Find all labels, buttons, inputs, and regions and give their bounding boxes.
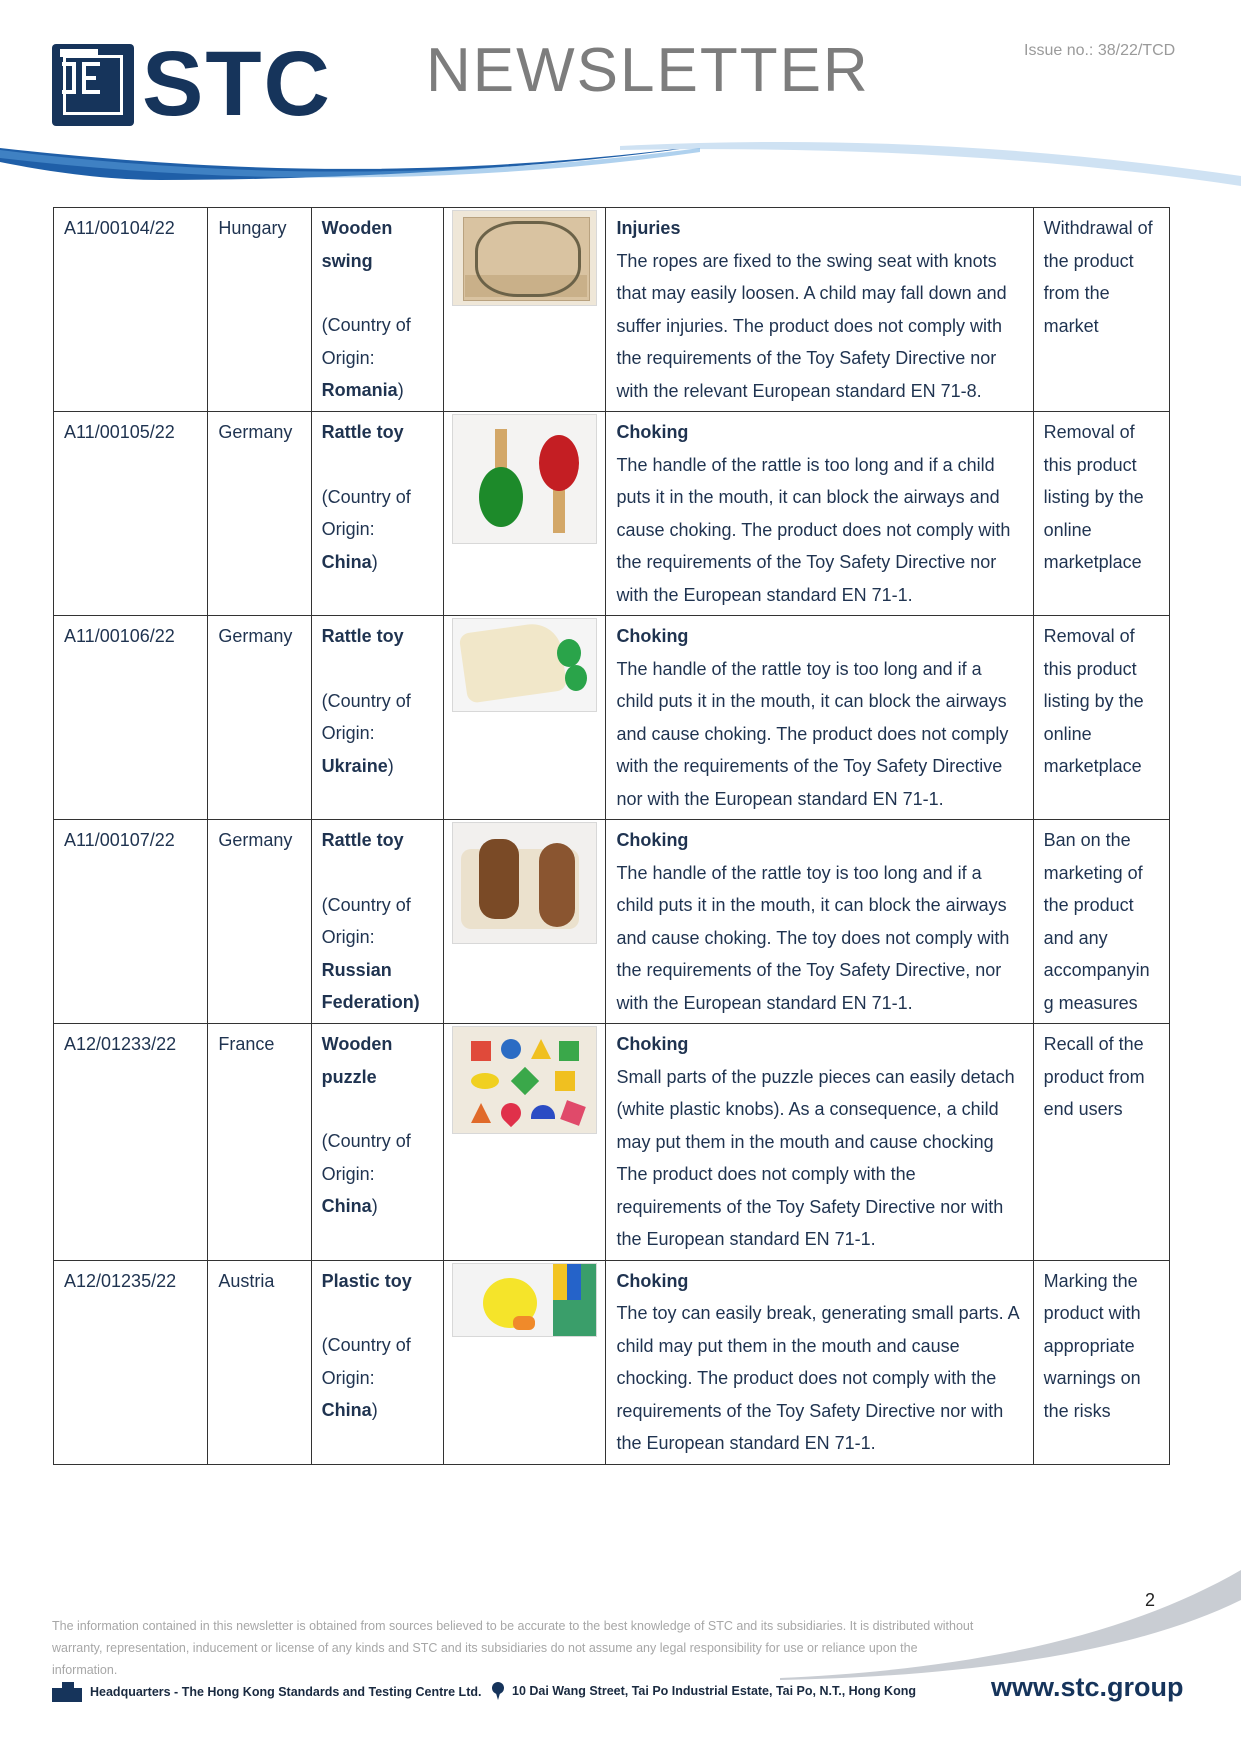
risk-cell xyxy=(606,412,1033,616)
origin-close: ) xyxy=(371,1400,378,1420)
page-number: 2 xyxy=(1145,1590,1156,1610)
measure-cell: Removal of this product listing by the online marketplace xyxy=(1033,616,1169,820)
risk-type: Choking xyxy=(616,1034,689,1054)
measure-cell: Withdrawal of the product from the market xyxy=(1033,208,1169,412)
stc-logo xyxy=(52,33,352,135)
product-name: Wooden swing xyxy=(321,218,393,271)
headquarters-line xyxy=(52,1682,481,1702)
product-cell xyxy=(311,412,443,616)
risk-cell xyxy=(606,208,1033,412)
reference-cell: A11/00104/22 xyxy=(54,208,208,412)
risk-description: The toy can easily break, generating small parts. A child may put them in the mouth and cause chocking. The product does not comply with the requirements of the Toy Safety Directive nor with the European standard EN 71-1. xyxy=(616,1303,1019,1453)
origin-country: China xyxy=(321,1196,372,1216)
table-row xyxy=(54,412,1170,616)
wooden-rattle-photo-icon xyxy=(452,822,597,944)
table-row xyxy=(54,1260,1170,1464)
country-cell: France xyxy=(208,1024,311,1261)
table-row xyxy=(54,616,1170,820)
country-cell: Germany xyxy=(208,820,311,1024)
origin-country: China xyxy=(321,551,372,572)
table-row xyxy=(54,208,1170,412)
product-name: Rattle toy xyxy=(321,626,404,646)
risk-description: The ropes are fixed to the swing seat with knots that may easily loosen. A child may fall down and suffer injuries. The product does not comply with the requirements of the Toy Safety Directive nor with the relevant European standard EN 71-8. xyxy=(616,250,1007,401)
rattle-toy-bag-photo-icon xyxy=(452,618,597,712)
country-cell: Germany xyxy=(208,616,311,820)
origin-close: ) xyxy=(397,380,404,400)
risk-type: Choking xyxy=(616,830,689,850)
risk-type: Choking xyxy=(616,1270,689,1291)
header-swoosh xyxy=(0,140,1241,200)
newsletter-title: NEWSLETTER xyxy=(426,36,870,105)
reference-cell: A11/00107/22 xyxy=(54,820,208,1024)
photo-cell xyxy=(444,1024,606,1261)
origin-country: Russian Federation) xyxy=(321,959,420,1012)
photo-cell xyxy=(444,820,606,1024)
photo-cell xyxy=(444,412,606,616)
measure-cell: Marking the product with appropriate warnings on the risks xyxy=(1033,1260,1169,1464)
address-text: 10 Dai Wang Street, Tai Po Industrial Estate, Tai Po, N.T., Hong Kong xyxy=(512,1684,916,1698)
risk-description: Small parts of the puzzle pieces can easily detach (white plastic knobs). As a consequence, a child may put them in the mouth and cause chocking The product does not comply with the requirements of the Toy Safety Directive nor with the European standard EN 71-1. xyxy=(616,1066,1015,1249)
origin-label: (Country of Origin: xyxy=(321,486,411,539)
country-cell: Hungary xyxy=(208,208,311,412)
measure-cell: Recall of the product from end users xyxy=(1033,1024,1169,1261)
origin-close: ) xyxy=(371,551,378,572)
origin-close: ) xyxy=(387,755,394,776)
risk-type: Choking xyxy=(616,422,689,442)
product-name: Wooden puzzle xyxy=(321,1034,393,1087)
website-link[interactable]: www.stc.group xyxy=(991,1672,1184,1702)
issue-number: Issue no.: 38/22/TCD xyxy=(1024,42,1176,59)
stc-emblem-icon xyxy=(52,44,134,126)
risk-type: Injuries xyxy=(616,218,681,238)
risk-cell xyxy=(606,1024,1033,1261)
risk-cell xyxy=(606,616,1033,820)
risk-description: The handle of the rattle is too long and if a child puts it in the mouth, it can block the airways and cause choking. The product does not comply with the requirements of the Toy Safety Directive nor with the European standard EN 71-1. xyxy=(616,454,1011,605)
risk-description: The handle of the rattle toy is too long and if a child puts it in the mouth, it can block the airways and cause choking. The product does not comply with the requirements of the Toy Safety Directive nor with the European standard EN 71-1. xyxy=(616,658,1009,809)
disclaimer-text: The information contained in this newsletter is obtained from sources believed to be accurate to the best knowledge of STC and its subsidiaries. It is distributed without warranty, representation, inducement or license of any kinds and STC and its subsidiaries do not assume any legal responsibility for use or reliance upon the information. xyxy=(52,1619,974,1677)
reference-cell: A11/00106/22 xyxy=(54,616,208,820)
headquarters-text: Headquarters - The Hong Kong Standards and Testing Centre Ltd. xyxy=(90,1685,482,1699)
address-line xyxy=(492,1682,916,1700)
product-cell xyxy=(311,1260,443,1464)
risk-description: The handle of the rattle toy is too long and if a child puts it in the mouth, it can block the airways and cause choking. The toy does not comply with the requirements of the Toy Safety Directive, nor with the European standard EN 71-1. xyxy=(616,862,1010,1013)
origin-country: Ukraine xyxy=(321,755,388,776)
product-cell xyxy=(311,1024,443,1261)
product-cell xyxy=(311,820,443,1024)
origin-country: China xyxy=(321,1400,372,1420)
origin-label: (Country of Origin: xyxy=(321,894,411,947)
reference-cell: A11/00105/22 xyxy=(54,412,208,616)
measure-cell: Removal of this product listing by the online marketplace xyxy=(1033,412,1169,616)
wooden-puzzle-photo-icon xyxy=(452,1026,597,1134)
country-cell: Germany xyxy=(208,412,311,616)
photo-cell xyxy=(444,1260,606,1464)
location-pin-icon xyxy=(492,1682,504,1700)
product-name: Rattle toy xyxy=(321,422,404,442)
origin-label: (Country of Origin: xyxy=(321,315,411,368)
product-name: Plastic toy xyxy=(321,1270,412,1291)
table-row xyxy=(54,820,1170,1024)
table-row xyxy=(54,1024,1170,1261)
product-cell xyxy=(311,208,443,412)
product-recall-table xyxy=(53,207,1170,1465)
building-icon xyxy=(52,1682,82,1702)
origin-label: (Country of Origin: xyxy=(321,1335,411,1388)
measure-cell: Ban on the marketing of the product and any accompanyin g measures xyxy=(1033,820,1169,1024)
reference-cell: A12/01233/22 xyxy=(54,1024,208,1261)
logo-text: STC xyxy=(142,33,332,135)
rattle-toy-photo-icon xyxy=(452,414,597,544)
plastic-chick-toy-photo-icon xyxy=(452,1263,597,1337)
risk-cell xyxy=(606,1260,1033,1464)
photo-cell xyxy=(444,616,606,820)
reference-cell: A12/01235/22 xyxy=(54,1260,208,1464)
product-name: Rattle toy xyxy=(321,830,404,850)
origin-label: (Country of Origin: xyxy=(321,1131,411,1184)
risk-cell xyxy=(606,820,1033,1024)
origin-label: (Country of Origin: xyxy=(321,690,411,743)
photo-cell xyxy=(444,208,606,412)
origin-close: ) xyxy=(371,1196,378,1216)
product-cell xyxy=(311,616,443,820)
country-cell: Austria xyxy=(208,1260,311,1464)
origin-country: Romania xyxy=(321,380,398,400)
wooden-swing-photo-icon xyxy=(452,210,597,306)
risk-type: Choking xyxy=(616,626,689,646)
